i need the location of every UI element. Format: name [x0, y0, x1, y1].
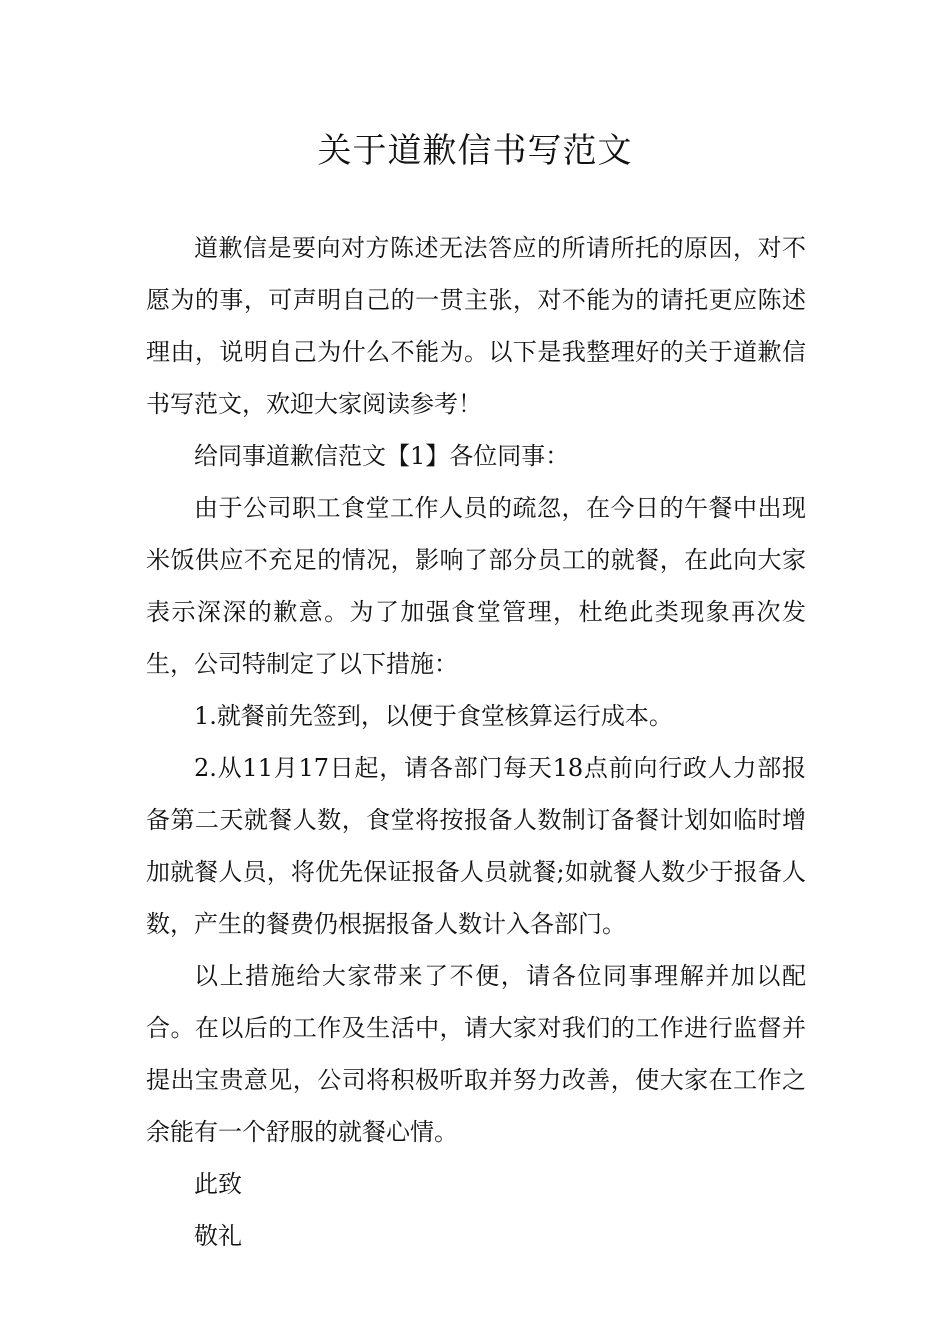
salutation-jingli: 敬礼: [194, 1222, 242, 1250]
document-title: 关于道歉信书写范文: [317, 131, 633, 171]
closing-paragraph: 以上措施给大家带来了不便，请各位同事理解并加以配合。在以后的工作及生活中，请大家对我们的工作进行监督并提出宝贵意见，公司将积极听取并努力改善，使大家在工作之余能有一个舒服的就餐心情。: [146, 962, 806, 1146]
body-paragraph: 由于公司职工食堂工作人员的疏忽，在今日的午餐中出现米饭供应不充足的情况，影响了部分员工的就餐，在此向大家表示深深的歉意。为了加强食堂管理，杜绝此类现象再次发生，公司特制定了以下措施：: [146, 494, 806, 678]
intro-paragraph: 道歉信是要向对方陈述无法答应的所请所托的原因，对不愿为的事，可声明自己的一贯主张，对不能为的请托更应陈述理由，说明自己为什么不能为。以下是我整理好的关于道歉信书写范文，欢迎大家阅读参考！: [146, 234, 806, 418]
document-body: [146, 222, 806, 1262]
sample-heading: 给同事道歉信范文【1】各位同事：: [194, 442, 570, 470]
measure-item-2: 2.从11月17日起，请各部门每天18点前向行政人力部报备第二天就餐人数，食堂将按报备人数制订备餐计划如临时增加就餐人员，将优先保证报备人员就餐;如就餐人数少于报备人数，产生的餐费仍根据报备人数计入各部门。: [146, 754, 806, 938]
measure-item-1: 1.就餐前先签到，以便于食堂核算运行成本。: [194, 702, 673, 730]
salutation-cizhi: 此致: [194, 1170, 242, 1198]
